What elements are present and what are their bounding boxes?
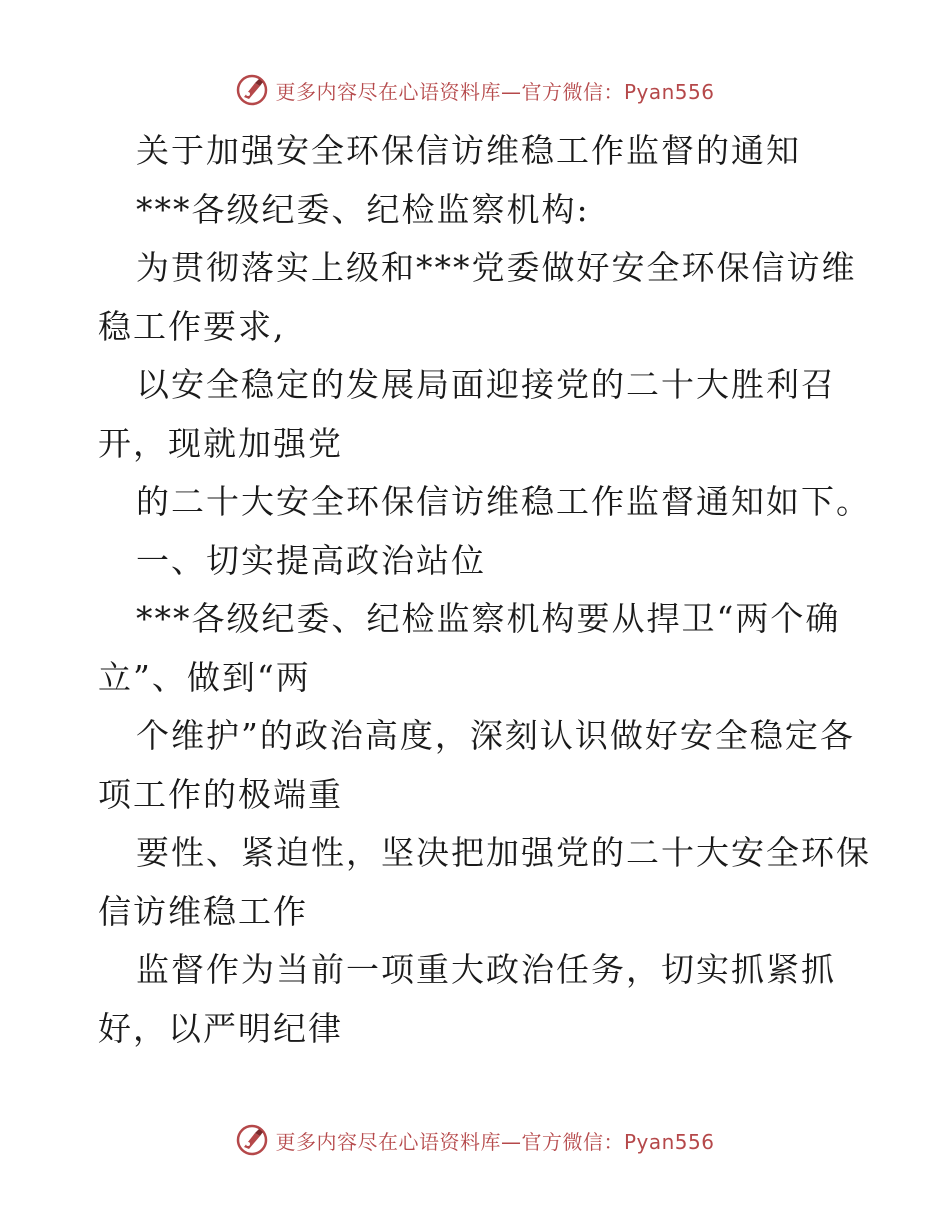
document-line: 立”、做到“两: [98, 657, 311, 697]
document-line: 好，以严明纪律: [98, 1008, 343, 1048]
document-line: 个维护”的政治高度，深刻认识做好安全稳定各: [136, 716, 855, 755]
document-line: 要性、紧迫性，坚决把加强党的二十大安全环保: [136, 833, 871, 872]
quill-logo-icon: [235, 1123, 269, 1157]
header-watermark-text: 更多内容尽在心语资料库—官方微信：Pyan556: [275, 79, 715, 104]
footer-watermark-text: 更多内容尽在心语资料库—官方微信：Pyan556: [275, 1129, 715, 1154]
footer-watermark-banner: [0, 1120, 950, 1160]
document-line: 开，现就加强党: [98, 423, 343, 463]
document-line: 信访维稳工作: [98, 891, 308, 931]
document-line: ***各级纪委、纪检监察机构要从捍卫“两个确: [136, 599, 841, 638]
document-line: 为贯彻落实上级和***党委做好安全环保信访维: [136, 248, 857, 287]
document-line: 稳工作要求,: [98, 306, 286, 346]
quill-logo-icon: [235, 73, 269, 107]
document-line: 关于加强安全环保信访维稳工作监督的通知: [136, 131, 801, 170]
document-body: [98, 122, 878, 1058]
document-line: 监督作为当前一项重大政治任务，切实抓紧抓: [136, 950, 836, 989]
document-line: 以安全稳定的发展局面迎接党的二十大胜利召: [136, 365, 836, 404]
document-line: 一、切实提高政治站位: [136, 540, 486, 580]
document-line: ***各级纪委、纪检监察机构:: [136, 189, 590, 229]
document-line: 的二十大安全环保信访维稳工作监督通知如下。: [136, 482, 871, 521]
header-watermark-banner: [0, 70, 950, 110]
document-line: 项工作的极端重: [98, 774, 343, 814]
